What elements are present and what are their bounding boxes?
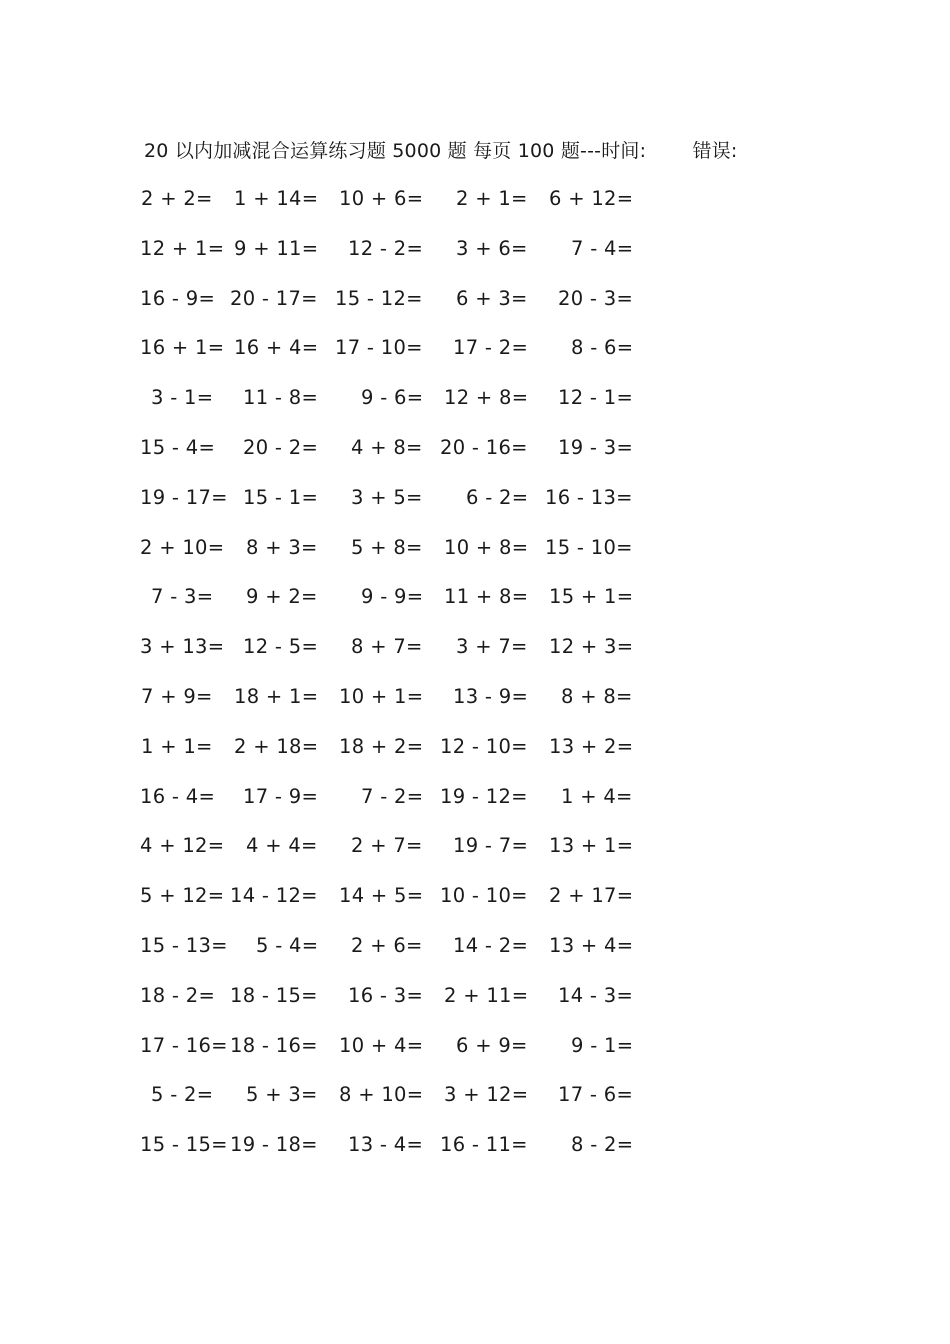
problem-cell: 19 - 3=	[558, 436, 634, 459]
problem-cell: 3 + 5=	[351, 485, 423, 509]
problem-cell: 3 - 1=	[151, 386, 214, 410]
problem-cell: 15 - 13=	[140, 934, 228, 957]
problem-cell: 13 + 1=	[549, 834, 634, 858]
problem-cell: 1 + 14=	[234, 187, 319, 210]
problem-cell: 16 - 4=	[140, 784, 216, 808]
problem-cell: 12 + 1=	[140, 236, 225, 260]
problem-cell: 11 + 8=	[444, 585, 529, 609]
problem-cell: 16 - 3=	[348, 983, 424, 1007]
problem-cell: 15 - 4=	[140, 436, 216, 459]
problem-cell: 10 + 4=	[339, 1033, 424, 1057]
problem-cell: 13 - 9=	[453, 685, 529, 708]
problem-cell: 15 - 10=	[545, 535, 633, 559]
problem-cell: 16 + 4=	[234, 336, 319, 360]
problem-cell: 2 + 1=	[456, 187, 528, 210]
problem-cell: 18 - 15=	[230, 983, 318, 1007]
problem-cell: 6 + 3=	[456, 286, 528, 310]
problem-cell: 19 - 18=	[230, 1133, 318, 1157]
problem-cell: 10 + 6=	[339, 187, 424, 210]
problem-cell: 9 + 2=	[246, 585, 318, 609]
problem-cell: 13 - 4=	[348, 1133, 424, 1157]
problem-cell: 8 + 7=	[351, 635, 423, 659]
problem-cell: 12 - 1=	[558, 386, 634, 410]
problem-cell: 1 + 1=	[141, 734, 213, 758]
problem-cell: 16 + 1=	[140, 336, 225, 360]
problem-cell: 2 + 17=	[549, 884, 634, 908]
problem-cell: 8 - 2=	[571, 1133, 634, 1157]
problem-cell: 20 - 3=	[558, 286, 634, 310]
problem-cell: 17 - 16=	[140, 1033, 228, 1057]
problem-cell: 15 - 1=	[243, 485, 319, 509]
problem-cell: 2 + 18=	[234, 734, 319, 758]
problem-cell: 5 + 12=	[140, 884, 225, 908]
problem-cell: 11 - 8=	[243, 386, 319, 410]
problem-cell: 7 + 9=	[141, 685, 213, 708]
problem-cell: 18 + 1=	[234, 685, 319, 708]
problem-cell: 20 - 2=	[243, 436, 319, 459]
problem-cell: 10 - 10=	[440, 884, 528, 908]
problem-cell: 3 + 7=	[456, 635, 528, 659]
problem-cell: 9 - 9=	[361, 585, 424, 609]
problem-cell: 3 + 6=	[456, 236, 528, 260]
problem-cell: 10 + 1=	[339, 685, 424, 708]
problem-cell: 20 - 17=	[230, 286, 318, 310]
problem-cell: 18 + 2=	[339, 734, 424, 758]
problem-cell: 7 - 4=	[571, 236, 634, 260]
problem-cell: 9 + 11=	[234, 236, 319, 260]
problem-cell: 12 - 5=	[243, 635, 319, 659]
problem-cell: 13 + 2=	[549, 734, 634, 758]
problem-cell: 6 + 12=	[549, 187, 634, 210]
problem-cell: 10 + 8=	[444, 535, 529, 559]
problem-cell: 2 + 2=	[141, 187, 213, 210]
problem-cell: 4 + 4=	[246, 834, 318, 858]
title-text: 20 以内加减混合运算练习题 5000 题 每页 100 题---时间:	[144, 140, 647, 162]
problem-cell: 17 - 9=	[243, 784, 319, 808]
problem-cell: 6 + 9=	[456, 1033, 528, 1057]
problem-cell: 15 + 1=	[549, 585, 634, 609]
problem-cell: 8 + 10=	[339, 1083, 424, 1107]
problem-cell: 19 - 7=	[453, 834, 529, 858]
problem-cell: 2 + 6=	[351, 934, 423, 957]
problem-cell: 13 + 4=	[549, 934, 634, 957]
problem-cell: 7 - 3=	[151, 585, 214, 609]
problem-cell: 5 + 3=	[246, 1083, 318, 1107]
problem-cell: 12 + 8=	[444, 386, 529, 410]
problem-cell: 15 - 15=	[140, 1133, 228, 1157]
problem-cell: 9 - 6=	[361, 386, 424, 410]
problem-cell: 12 - 10=	[440, 734, 528, 758]
problem-cell: 20 - 16=	[440, 436, 528, 459]
problem-cell: 12 + 3=	[549, 635, 634, 659]
problem-cell: 3 + 13=	[140, 635, 225, 659]
problem-cell: 6 - 2=	[466, 485, 529, 509]
problem-cell: 17 - 6=	[558, 1083, 634, 1107]
problem-cell: 16 - 11=	[440, 1133, 528, 1157]
problem-cell: 19 - 17=	[140, 485, 228, 509]
problem-cell: 5 - 2=	[151, 1083, 214, 1107]
problem-cell: 2 + 10=	[140, 535, 225, 559]
problem-cell: 17 - 2=	[453, 336, 529, 360]
problem-cell: 4 + 8=	[351, 436, 423, 459]
problem-cell: 3 + 12=	[444, 1083, 529, 1107]
problem-cell: 8 - 6=	[571, 336, 634, 360]
problem-cell: 9 - 1=	[571, 1033, 634, 1057]
problem-cell: 14 + 5=	[339, 884, 424, 908]
problem-cell: 7 - 2=	[361, 784, 424, 808]
problem-cell: 8 + 3=	[246, 535, 318, 559]
problem-cell: 5 - 4=	[256, 934, 319, 957]
problem-cell: 4 + 12=	[140, 834, 225, 858]
problem-cell: 16 - 13=	[545, 485, 633, 509]
problem-cell: 15 - 12=	[335, 286, 423, 310]
errors-label: 错误:	[692, 140, 738, 162]
worksheet-title	[144, 136, 737, 163]
problem-cell: 14 - 2=	[453, 934, 529, 957]
problem-cell: 17 - 10=	[335, 336, 423, 360]
problem-cell: 5 + 8=	[351, 535, 423, 559]
problem-cell: 12 - 2=	[348, 236, 424, 260]
problem-cell: 8 + 8=	[561, 685, 633, 708]
problem-cell: 2 + 7=	[351, 834, 423, 858]
problem-cell: 18 - 2=	[140, 983, 216, 1007]
problem-cell: 1 + 4=	[561, 784, 633, 808]
problem-cell: 14 - 12=	[230, 884, 318, 908]
problem-cell: 19 - 12=	[440, 784, 528, 808]
problem-cell: 18 - 16=	[230, 1033, 318, 1057]
problem-cell: 16 - 9=	[140, 286, 216, 310]
problem-cell: 14 - 3=	[558, 983, 634, 1007]
problem-cell: 2 + 11=	[444, 983, 529, 1007]
